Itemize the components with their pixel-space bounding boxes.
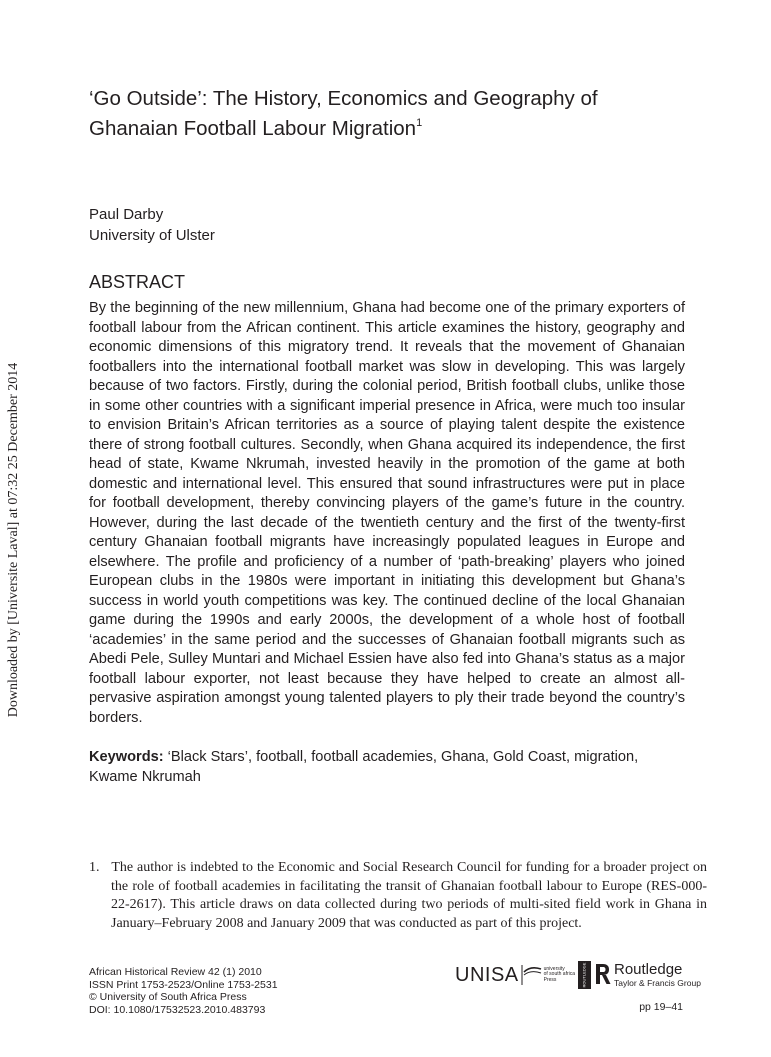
abstract-heading: ABSTRACT [89, 272, 186, 292]
download-watermark [4, 330, 24, 750]
article-title-text: ‘Go Outside’: The History, Economics and Geography of Ghanaian Football Labour Migration [89, 87, 598, 140]
routledge-bar-icon [578, 961, 591, 989]
issn: ISSN Print 1753-2523/Online 1753-2531 [89, 978, 278, 991]
unisa-small-line: of south africa [543, 971, 576, 978]
page-range: pp 19–41 [639, 1001, 683, 1013]
publication-info [89, 966, 278, 1016]
routledge-subtitle: Taylor & Francis Group [614, 978, 701, 988]
title-footnote-marker[interactable]: 1 [416, 117, 423, 129]
footnote-number: 1. [89, 860, 100, 875]
routledge-logo [578, 961, 701, 989]
unisa-swoosh-icon [520, 964, 542, 986]
footnote-text: The author is indebted to the Economic and Social Research Council for funding for a broader project on the role of football academies in facilitating the transit of Ghanaian football labour to Europe (RES-000-22-2617). This article draws on data collected during two periods of multi-sited field work in Ghana in January–February 2008 and January 2009 that was conducted as part of this project. [111, 860, 707, 931]
unisa-wordmark: UNISA [455, 963, 519, 986]
keywords [89, 748, 685, 787]
unisa-small-line: university [543, 965, 565, 972]
journal-citation: African Historical Review 42 (1) 2010 [89, 966, 262, 978]
author-affiliation: University of Ulster [89, 227, 215, 244]
footnote [89, 859, 707, 933]
article-title [89, 86, 689, 141]
author-name: Paul Darby [89, 206, 164, 223]
routledge-bar-text: ROUTLEDGE [581, 962, 587, 988]
doi[interactable]: DOI: 10.1080/17532523.2010.483793 [89, 1003, 266, 1016]
routledge-name: Routledge [614, 961, 683, 978]
routledge-r-icon [595, 963, 611, 985]
copyright: © University of South Africa Press [89, 991, 247, 1003]
unisa-small-text [544, 967, 576, 984]
unisa-logo [455, 962, 576, 988]
unisa-small-line: Press [543, 976, 557, 983]
download-note-text: Downloaded by [Universite Laval] at 07:32 25 December 2014 [6, 362, 21, 718]
keywords-label: Keywords: [89, 749, 164, 765]
abstract-text: By the beginning of the new millennium, Ghana had become one of the primary exporters of football labour from the African continent. This article examines the history, geography and economic dimensions of this migratory trend. It reveals that the movement of Ghanaian footballers into the international football market was slow in developing. This was largely because of two factors. Firstly, during the colonial period, British football clubs, unlike those in some other countries with a significant imperial presence in Africa, were much too insular to envision Britain’s African territories as a source of playing talent despite the existence there of strong football cultures. Secondly, when Ghana acquired its independence, the first head of state, Kwame Nkrumah, invested heavily in the promotion of the game at both domestic and international level. This ensured that sound infrastructures were put in place for football development, thereby convincing players of the game’s future in the country. However, during the last decade of the twentieth century and the first of the twenty-first century Ghanaian football migrants have increasingly populated leagues in Europe and elsewhere. The profile and proficiency of a number of ‘path-breaking’ players who joined European clubs in the 1980s were important in initiating this development but Ghana’s success in world youth competitions was key. The continued decline of the local Ghanaian game during the 1990s and early 2000s, the development of a whole host of football ‘academies’ in the same period and the successes of Ghanaian football migrants such as Abedi Pele, Sulley Muntari and Michael Essien have also fed into Ghana’s status as a major football labour exporter, not least because they have helped to create an almost all-pervasive aspiration amongst young talented players to ply their trade beyond the country’s borders. [89, 300, 685, 726]
keywords-text: ‘Black Stars’, football, football academies, Ghana, Gold Coast, migration, Kwame Nkrumah [89, 749, 639, 785]
